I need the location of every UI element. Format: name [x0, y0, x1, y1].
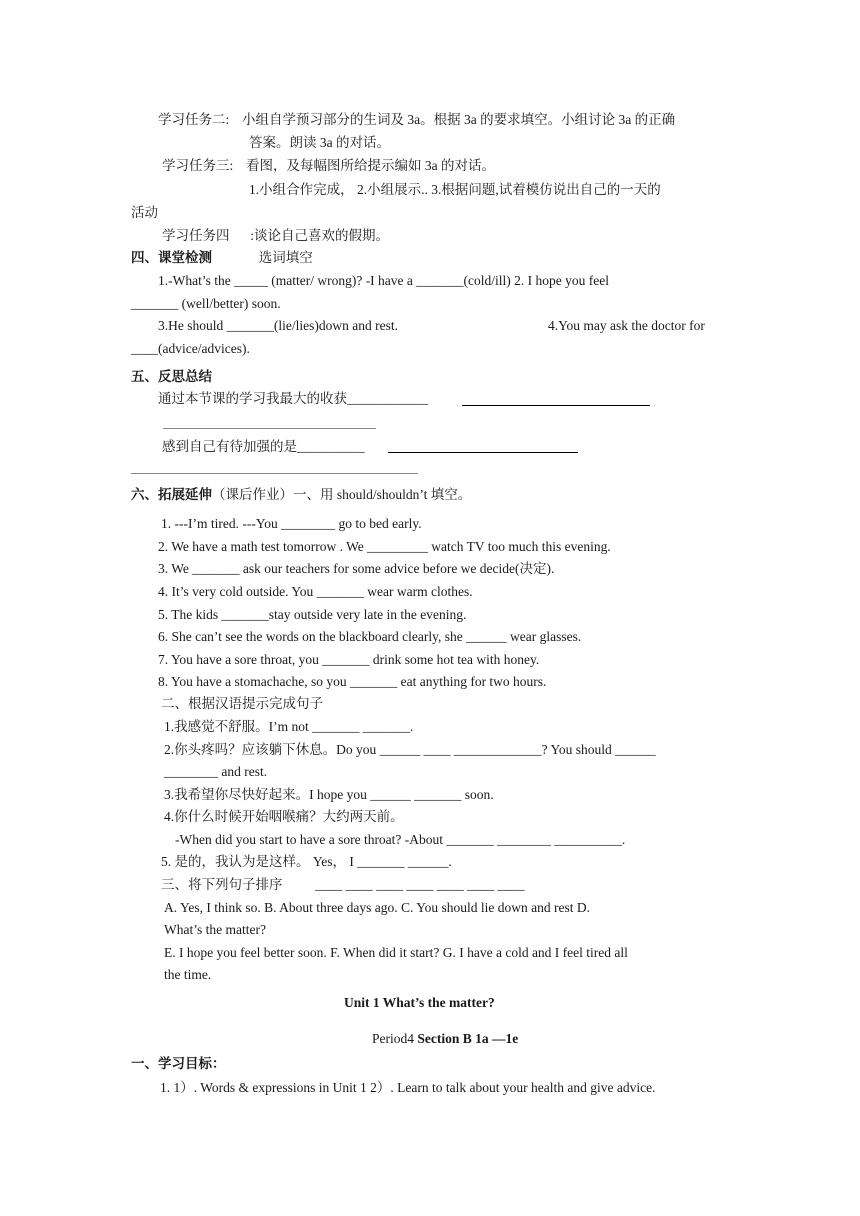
section-label: Section B 1a ―1e: [417, 1031, 519, 1046]
task-3-line: [162, 157, 495, 175]
section-4-heading-line: [131, 249, 313, 267]
period-title: [372, 1030, 518, 1048]
part-3-blanks: ____ ____ ____ ____ ____ ____ ____: [315, 877, 525, 892]
section-4-q4-cont: ____(advice/advices).: [131, 341, 250, 356]
exercise-item: 6. She can’t see the words on the blackboard clearly, she ______ wear glasses.: [158, 629, 582, 644]
exercise-item: 7. You have a sore throat, you _______ drink some hot tea with honey.: [158, 652, 540, 667]
section-4-subtitle: 选词填空: [258, 250, 313, 265]
section-1-heading: 一、学习目标：: [131, 1056, 226, 1072]
task-2-label: 学习任务二:: [158, 112, 230, 127]
exercise-item: 8. You have a stomachache, so you _______ eat anything for two hours.: [158, 674, 547, 689]
section-4-heading: 四、课堂检测: [131, 250, 212, 266]
exercise-item: 1. ---I’m tired. ---You ________ go to bed early.: [161, 516, 422, 531]
section-5-line-1: 通过本节课的学习我最大的收获____________: [158, 391, 428, 406]
part-2-sentence: 5. 是的，我认为是这样。 Yes， I _______ ______.: [161, 854, 452, 869]
part-2-sentence-cont: -When did you start to have a sore throat? -About _______ ________ __________.: [175, 832, 626, 847]
section-4-q1-cont: _______ (well/better) soon.: [131, 296, 281, 311]
part-3-heading: 三、将下列句子排序: [161, 877, 283, 892]
section-4-q1: 1.-What’s the _____ (matter/ wrong)? -I have a _______(cold/ill) 2. I hope you feel: [158, 273, 609, 288]
answer-rule: [131, 473, 418, 474]
unit-title: Unit 1 What’s the matter?: [344, 995, 495, 1010]
section-5-heading: 五、反思总结: [131, 369, 212, 385]
exercise-item: 2. We have a math test tomorrow . We _________ watch TV too much this evening.: [158, 539, 611, 554]
task-3-steps-tail: 活动: [131, 205, 158, 220]
section-4-q3: 3.He should _______(lie/lies)down and rest.: [158, 318, 398, 333]
answer-rule: [462, 405, 650, 406]
section-6-heading-rest: （课后作业）一、用 should/shouldn’t 填空。: [212, 487, 472, 502]
task-3-text: 看图，及每幅图所给提示编如 3a 的对话。: [246, 158, 496, 173]
period-label: Period4: [372, 1031, 418, 1046]
part-3-options: A. Yes, I think so. B. About three days ago. C. You should lie down and rest D.: [164, 900, 591, 915]
section-5-line-2: 感到自己有待加强的是__________: [162, 439, 365, 454]
part-3-options-cont: What’s the matter?: [164, 922, 266, 937]
section-4-q4: 4.You may ask the doctor for: [548, 318, 705, 333]
answer-rule: [163, 428, 376, 429]
exercise-item: 3. We _______ ask our teachers for some advice before we decide(决定).: [158, 561, 555, 576]
section-6-heading-line: [131, 486, 471, 504]
task-4-text: :谈论自己喜欢的假期。: [250, 228, 390, 243]
section-6-heading: 六、拓展延伸: [131, 487, 212, 503]
part-2-sentence: 1.我感觉不舒服。I’m not _______ _______.: [164, 719, 414, 734]
part-2-sentence: 4.你什么时候开始咽喉痛？大约两天前。: [164, 809, 404, 824]
task-2-line: [158, 111, 675, 129]
task-4-line: [162, 227, 389, 245]
part-3-line: [161, 876, 525, 894]
exercise-item: 4. It’s very cold outside. You _______ wear warm clothes.: [158, 584, 473, 599]
part-2-sentence: 2.你头疼吗？应该躺下休息。Do you ______ ____ _____________? You should ______: [164, 742, 656, 757]
learning-goal: 1. 1）. Words & expressions in Unit 1 2）. Learn to talk about your health and give advice.: [160, 1080, 656, 1095]
part-2-sentence-cont: ________ and rest.: [164, 764, 268, 779]
task-4-label: 学习任务四: [162, 228, 230, 243]
task-2-text-cont: 答案。朗读 3a 的对话。: [249, 135, 390, 150]
part-3-options: E. I hope you feel better soon. F. When did it start? G. I have a cold and I feel tired all: [164, 945, 628, 960]
task-2-text: 小组自学预习部分的生词及 3a。根据 3a 的要求填空。小组讨论 3a 的正确: [242, 112, 676, 127]
answer-rule: [388, 452, 578, 453]
task-3-steps: 1.小组合作完成， 2.小组展示.. 3.根据问题,试着模仿说出自己的一天的: [249, 182, 661, 197]
part-2-heading: 二、根据汉语提示完成句子: [161, 696, 323, 711]
part-2-sentence: 3.我希望你尽快好起来。I hope you ______ _______ soon.: [164, 787, 494, 802]
task-3-label: 学习任务三:: [162, 158, 234, 173]
part-3-options-cont: the time.: [164, 967, 212, 982]
exercise-item: 5. The kids _______stay outside very late in the evening.: [158, 607, 467, 622]
